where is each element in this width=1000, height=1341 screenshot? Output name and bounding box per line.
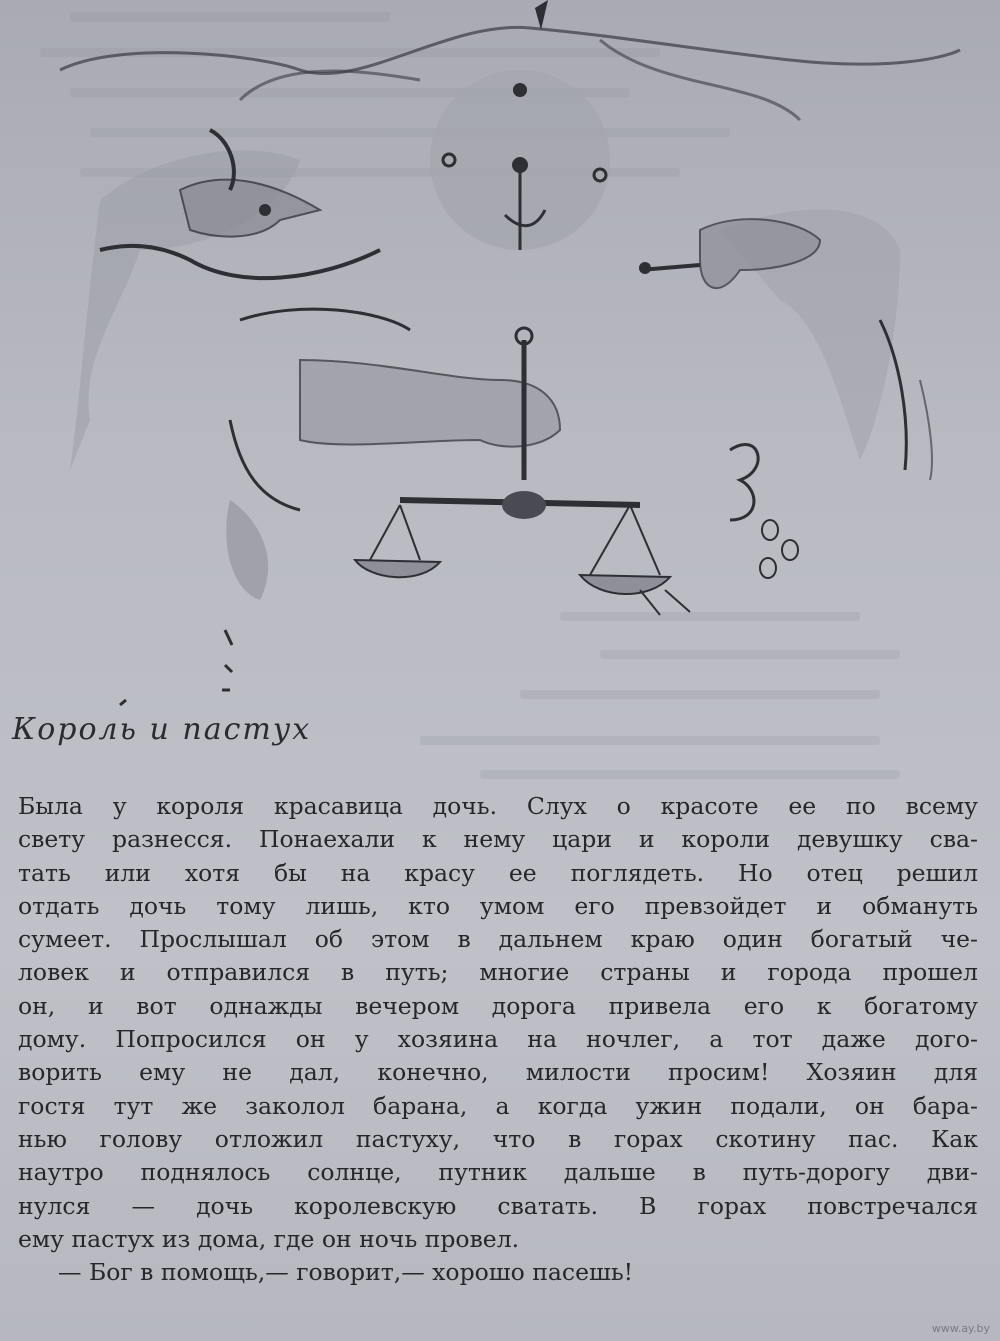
text-line: — Бог в помощь,— говорит,— хорошо пасешь! xyxy=(58,1258,634,1287)
left-scale-pan xyxy=(355,560,440,577)
text-line: наутро поднялось солнце, путник дальше в путь-дорогу дви- xyxy=(18,1158,978,1187)
text-line: отдать дочь тому лишь, кто умом его превзойдет и обмануть xyxy=(18,891,978,920)
text-line: тать или хотя бы на красу ее поглядеть. Но отец решил xyxy=(18,858,978,887)
text-line: Была у короля красавица дочь. Слух о красоте ее по всему xyxy=(18,792,978,820)
text-line: нулся — дочь королевскую сватать. В горах повстречался xyxy=(18,1191,978,1220)
watermark: www.ay.by xyxy=(931,1322,990,1335)
text-line: он, и вот однажды вечером дорога привела его к богатому xyxy=(18,991,978,1020)
text-line: гостя тут же заколол барана, а когда ужин подали, он бара- xyxy=(18,1091,978,1120)
story-text xyxy=(18,790,978,1289)
devil-face xyxy=(180,180,320,237)
king-arm xyxy=(300,360,560,447)
story-title: Король и пастух xyxy=(12,712,312,747)
text-line: сумеет. Прослышал об этом в дальнем краю один богатый че- xyxy=(18,925,978,954)
text-line: дому. Попросился он у хозяина на ночлег, а тот даже дого- xyxy=(18,1025,978,1054)
dome-outline xyxy=(60,27,960,73)
text-line: ворить ему не дал, конечно, милости просим! Хозяин для xyxy=(18,1058,978,1087)
right-scale-pan xyxy=(580,575,670,594)
text-line: свету разнесся. Понаехали к нему цари и короли девушку сва- xyxy=(18,825,978,854)
text-line: ему пастух из дома, где он ночь провел. xyxy=(18,1224,520,1253)
text-line: нью голову отложил пастуху, что в горах скотину пас. Как xyxy=(18,1124,978,1153)
text-line: ловек и отправился в путь; многие страны и города прошел xyxy=(18,958,978,987)
